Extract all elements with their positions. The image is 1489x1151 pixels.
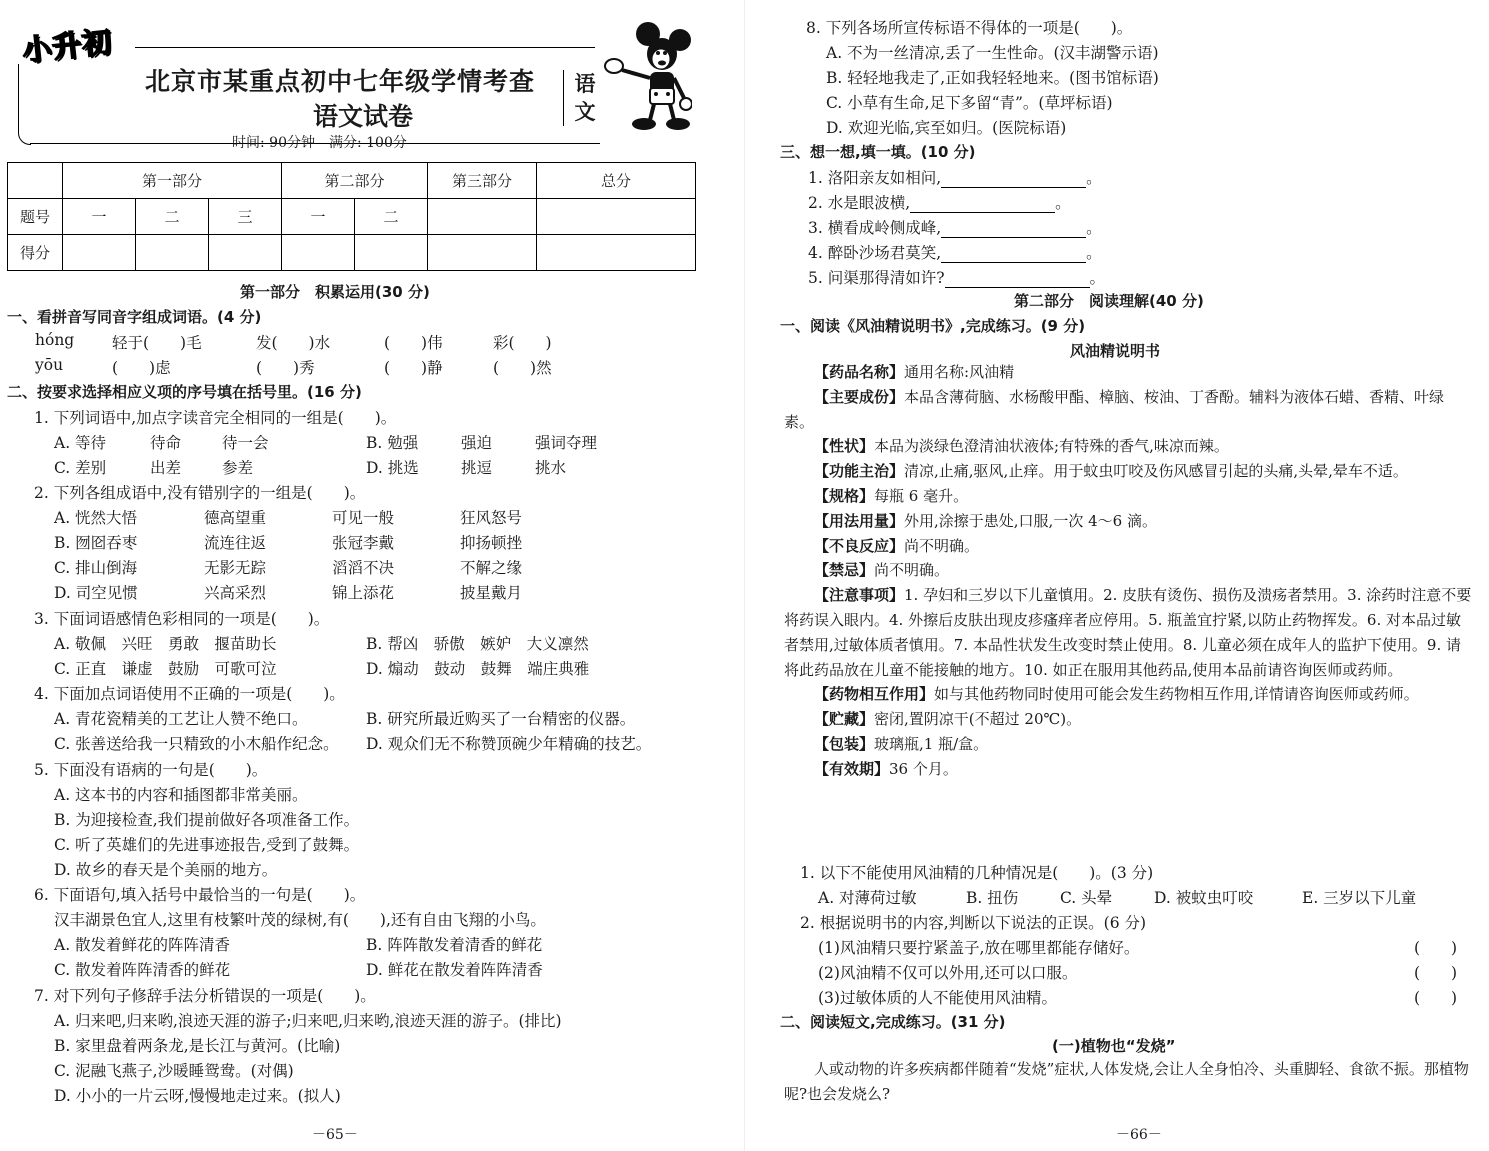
score-cell[interactable] <box>136 235 209 271</box>
option-word: 无影无踪 <box>204 559 267 577</box>
option[interactable]: C. 差别 <box>54 459 107 477</box>
doc-entry <box>784 757 1474 782</box>
doc-entry <box>784 682 1474 707</box>
part1-title: 第一部分 积累运用(30 分) <box>240 283 430 301</box>
reading1-title: 一、阅读《风油精说明书》,完成练习。(9 分) <box>780 317 1086 335</box>
option[interactable]: C. 散发着阵阵清香的鲜花 <box>54 961 231 979</box>
exam-meta: 时间: 90分钟 满分: 100分 <box>232 135 407 151</box>
doc-entry <box>784 385 1474 435</box>
doc-key: 【注意事项】 <box>814 586 905 605</box>
fill-blank[interactable] <box>910 194 1055 213</box>
exam-subtitle: 语文试卷 <box>313 102 414 131</box>
header-rule-top <box>135 47 595 48</box>
doc-value: 尚不明确。 <box>904 536 980 555</box>
fill-blank[interactable] <box>941 219 1086 238</box>
option-word: 狂风怒号 <box>460 509 523 527</box>
option-word: 抑扬顿挫 <box>460 534 523 552</box>
pinyin-you: yōu <box>35 356 64 374</box>
fill-prompt: 1. 洛阳亲友如相问, <box>808 169 942 187</box>
question-6-stem: 汉丰湖景色宜人,这里有枝繁叶茂的绿树,有( ),还有自由飞翔的小鸟。 <box>54 911 546 929</box>
option-word: 披星戴月 <box>460 584 523 602</box>
option[interactable]: C. 头晕 <box>1060 889 1113 907</box>
option-word: 张冠李戴 <box>332 534 395 552</box>
doc-value: 玻璃瓶,1 瓶/盒。 <box>874 734 989 753</box>
question-7: 7. 对下列句子修辞手法分析错误的一项是( )。 <box>34 987 376 1005</box>
judgement-answer[interactable]: ( ) <box>1414 964 1458 982</box>
doc-key: 【药物相互作用】 <box>814 685 935 704</box>
score-cell[interactable] <box>428 235 537 271</box>
question-4: 4. 下面加点词语使用不正确的一项是( )。 <box>34 685 345 703</box>
right-page <box>744 0 1489 1151</box>
qnum-cell: 三 <box>209 199 282 235</box>
exam-title: 北京市某重点初中七年级学情考查 <box>145 67 536 96</box>
option[interactable]: B. 囫囵吞枣 <box>54 534 138 552</box>
doc-value: 如与其他药物同时使用可能会发生药物相互作用,详情请咨询医师或药师。 <box>934 685 1419 704</box>
option-word: 不解之缘 <box>460 559 523 577</box>
option[interactable]: D. 煽动 鼓动 鼓舞 端庄典雅 <box>366 660 590 678</box>
fill-blank[interactable] <box>945 269 1090 288</box>
reading2-title: 二、阅读短文,完成练习。(31 分) <box>780 1013 1006 1031</box>
option[interactable]: D. 欢迎光临,宾至如归。(医院标语) <box>826 119 1067 137</box>
fill-line: 2. 水是眼波横, 。 <box>808 194 1071 212</box>
score-header-row <box>8 163 696 199</box>
option-word: 强词夺理 <box>535 434 598 452</box>
option[interactable]: C. 泥融飞燕子,沙暖睡鸳鸯。(对偶) <box>54 1062 294 1080</box>
doc-entry <box>784 534 1474 559</box>
doc-value: 36 个月。 <box>889 759 958 778</box>
fill-line: 5. 问渠那得清如许? 。 <box>808 269 1106 287</box>
header-rule-left <box>18 64 31 145</box>
option-word: 强迫 <box>461 434 493 452</box>
doc-key: 【药品名称】 <box>814 363 905 381</box>
option-word: 锦上添花 <box>332 584 395 602</box>
question-5: 5. 下面没有语病的一句是( )。 <box>34 761 268 779</box>
doc-entry <box>784 732 1474 757</box>
doc-key: 【规格】 <box>814 486 875 505</box>
score-cell[interactable] <box>282 235 355 271</box>
q1-blank[interactable]: 发( )水 <box>256 334 331 352</box>
instructions-title: 风油精说明书 <box>1070 342 1161 360</box>
reading-q1: 1. 以下不能使用风油精的几种情况是( )。(3 分) <box>800 864 1154 882</box>
doc-key: 【不良反应】 <box>814 536 905 555</box>
q1-title: 一、看拼音写同音字组成词语。(4 分) <box>7 308 262 326</box>
essay-paragraph: 人或动物的许多疾病都伴随着“发烧”症状,人体发烧,会让人全身怕冷、头重脚轻、食欲不振。那植物呢?也会发烧么? <box>784 1060 1469 1103</box>
question-number-row <box>8 199 696 235</box>
section3-title: 三、想一想,填一填。(10 分) <box>780 143 976 161</box>
question-8: 8. 下列各场所宣传标语不得体的一项是( )。 <box>806 19 1133 37</box>
qnum-cell: 一 <box>63 199 136 235</box>
corner-cell <box>8 163 63 199</box>
option[interactable]: C. 排山倒海 <box>54 559 138 577</box>
doc-value: 清凉,止痛,驱风,止痒。用于蚊虫叮咬及伤风感冒引起的头痛,头晕,晕车不适。 <box>904 462 1408 481</box>
doc-entry <box>784 434 1474 459</box>
doc-value: 外用,涂擦于患处,口服,一次 4～6 滴。 <box>904 511 1157 530</box>
option[interactable]: D. 被蚊虫叮咬 <box>1154 889 1254 907</box>
option-word: 兴高采烈 <box>204 584 267 602</box>
question-1: 1. 下列词语中,加点字读音完全相同的一组是( )。 <box>34 409 397 427</box>
doc-value: 本品为淡绿色澄清油状液体;有特殊的香气,味凉而辣。 <box>874 437 1229 456</box>
option[interactable]: C. 小草有生命,足下多留“青”。(草坪标语) <box>826 94 1113 112</box>
fill-prompt: 2. 水是眼波横, <box>808 194 911 212</box>
option[interactable]: B. 家里盘着两条龙,是长江与黄河。(比喻) <box>54 1037 341 1055</box>
q1-blank[interactable]: 彩( ) <box>493 334 552 352</box>
question-6: 6. 下面语句,填入括号中最恰当的一句是( )。 <box>34 886 366 904</box>
q1-blank[interactable]: 轻于( )毛 <box>112 334 202 352</box>
option[interactable]: A. 散发着鲜花的阵阵清香 <box>54 936 231 954</box>
option-word: 挑逗 <box>461 459 493 477</box>
doc-entry <box>784 509 1474 534</box>
qnum-cell-empty <box>428 199 537 235</box>
option[interactable]: C. 正直 谦虚 鼓励 可歌可泣 <box>54 660 277 678</box>
page-number-right: －66－ <box>1116 1127 1162 1143</box>
row-label-number: 题号 <box>8 199 63 235</box>
judgement-item: (1)风油精只要拧紧盖子,放在哪里都能存储好。 <box>818 939 1140 957</box>
row-label-score: 得分 <box>8 235 63 271</box>
instructions-body <box>784 360 1474 782</box>
doc-entry <box>784 484 1474 509</box>
fill-line: 3. 横看成岭侧成峰, 。 <box>808 219 1102 237</box>
option[interactable]: E. 三岁以下儿童 <box>1302 889 1417 907</box>
option-word: 流连往返 <box>204 534 267 552</box>
doc-value: 密闭,置阴凉干(不超过 20℃)。 <box>874 710 1082 729</box>
pinyin-hong: hóng <box>35 331 75 349</box>
q1-blank[interactable]: ( )秀 <box>256 359 315 377</box>
question-3: 3. 下面词语感情色彩相同的一项是( )。 <box>34 610 330 628</box>
option[interactable]: D. 小小的一片云呀,慢慢地走过来。(拟人) <box>54 1087 341 1105</box>
fill-blank[interactable] <box>941 169 1086 188</box>
doc-key: 【包装】 <box>814 734 875 753</box>
score-cell[interactable] <box>209 235 282 271</box>
fill-prompt: 4. 醉卧沙场君莫笑, <box>808 244 942 262</box>
option-word: 参差 <box>222 459 254 477</box>
score-cell[interactable] <box>537 235 696 271</box>
doc-entry <box>784 707 1474 732</box>
option[interactable]: D. 鲜花在散发着阵阵清香 <box>366 961 543 979</box>
doc-key: 【贮藏】 <box>814 710 875 729</box>
option[interactable]: B. 帮凶 骄傲 嫉妒 大义凛然 <box>366 635 589 653</box>
option[interactable]: A. 这本书的内容和插图都非常美丽。 <box>54 786 308 804</box>
option[interactable]: D. 挑选 <box>366 459 419 477</box>
option[interactable]: A. 对薄荷过敏 <box>818 889 917 907</box>
option[interactable]: C. 听了英雄们的先进事迹报告,受到了鼓舞。 <box>54 836 360 854</box>
option[interactable]: B. 扭伤 <box>966 889 1019 907</box>
option[interactable]: A. 归来吧,归来哟,浪迹天涯的游子;归来吧,归来哟,浪迹天涯的游子。(排比) <box>54 1012 562 1030</box>
doc-entry <box>784 360 1474 385</box>
score-cell[interactable] <box>63 235 136 271</box>
total-header: 总分 <box>537 163 696 199</box>
doc-key: 【禁忌】 <box>814 561 875 580</box>
doc-entry <box>784 558 1474 583</box>
option-word: 出差 <box>150 459 182 477</box>
doc-entry <box>784 583 1474 682</box>
option[interactable]: A. 不为一丝清凉,丢了一生性命。(汉丰湖警示语) <box>826 44 1159 62</box>
doc-value: 每瓶 6 毫升。 <box>874 486 969 505</box>
doc-value: 尚不明确。 <box>874 561 950 580</box>
option[interactable]: B. 阵阵散发着清香的鲜花 <box>366 936 543 954</box>
qnum-cell: 二 <box>355 199 428 235</box>
option[interactable]: B. 为迎接检查,我们提前做好各项准备工作。 <box>54 811 360 829</box>
score-cell[interactable] <box>355 235 428 271</box>
option[interactable]: B. 研究所最近购买了一台精密的仪器。 <box>366 710 636 728</box>
option[interactable]: C. 张善送给我一只精致的小木船作纪念。 <box>54 735 339 753</box>
q1-blank[interactable]: ( )虑 <box>112 359 171 377</box>
badge-xiaoshengchu: 小升初 <box>20 24 114 68</box>
option-word: 挑水 <box>535 459 567 477</box>
option[interactable]: A. 等待 <box>54 434 107 452</box>
option[interactable]: D. 观众们无不称赞顶碗少年精确的技艺。 <box>366 735 652 753</box>
option[interactable]: B. 轻轻地我走了,正如我轻轻地来。(图书馆标语) <box>826 69 1159 87</box>
q2-title: 二、按要求选择相应义项的序号填在括号里。(16 分) <box>7 383 362 401</box>
part2-header: 第二部分 <box>282 163 428 199</box>
q1-blank[interactable]: ( )伟 <box>384 334 443 352</box>
option-word: 德高望重 <box>204 509 267 527</box>
fill-blank[interactable] <box>941 244 1086 263</box>
left-page <box>0 0 744 1151</box>
score-table <box>7 162 696 271</box>
doc-key: 【功能主治】 <box>814 462 905 481</box>
judgement-item: (2)风油精不仅可以外用,还可以口服。 <box>818 964 1078 982</box>
mouse-mascot-icon <box>592 20 692 132</box>
fill-line: 1. 洛阳亲友如相问, 。 <box>808 169 1102 187</box>
option[interactable]: A. 恍然大悟 <box>54 509 138 527</box>
doc-key: 【性状】 <box>814 437 875 456</box>
essay-title: (一)植物也“发烧” <box>1052 1037 1176 1055</box>
question-2: 2. 下列各组成语中,没有错别字的一组是( )。 <box>34 484 366 502</box>
option[interactable]: D. 司空见惯 <box>54 584 138 602</box>
part3-header: 第三部分 <box>428 163 537 199</box>
doc-key: 【用法用量】 <box>814 511 905 530</box>
doc-entry <box>784 459 1474 484</box>
option[interactable]: B. 勉强 <box>366 434 419 452</box>
part1-header: 第一部分 <box>63 163 282 199</box>
reading-q2: 2. 根据说明书的内容,判断以下说法的正误。(6 分) <box>800 914 1147 932</box>
judgement-answer[interactable]: ( ) <box>1414 939 1458 957</box>
doc-value: 通用名称:风油精 <box>904 363 1015 381</box>
part2-title: 第二部分 阅读理解(40 分) <box>1014 292 1204 310</box>
qnum-cell: 一 <box>282 199 355 235</box>
judgement-answer[interactable]: ( ) <box>1414 989 1458 1007</box>
subject-label: 语文 <box>563 70 600 126</box>
option-word: 滔滔不决 <box>332 559 395 577</box>
page-number-left: －65－ <box>312 1127 358 1143</box>
qnum-cell-empty <box>537 199 696 235</box>
option-word: 待命 <box>150 434 182 452</box>
score-row <box>8 235 696 271</box>
doc-key: 【主要成份】 <box>814 387 905 406</box>
fill-prompt: 3. 横看成岭侧成峰, <box>808 219 942 237</box>
doc-key: 【有效期】 <box>814 759 890 778</box>
doc-value: 本品含薄荷脑、水杨酸甲酯、樟脑、桉油、丁香酚。辅料为液体石蜡、香精、叶绿素。 <box>784 387 1445 431</box>
option-word: 可见一般 <box>332 509 395 527</box>
option-word: 待一会 <box>222 434 269 452</box>
fill-prompt: 5. 问渠那得清如许? <box>808 269 945 287</box>
option[interactable]: A. 青花瓷精美的工艺让人赞不绝口。 <box>54 710 308 728</box>
doc-value: 1. 孕妇和三岁以下儿童慎用。2. 皮肤有烫伤、损伤及溃疡者禁用。3. 涂药时注意不要将药误入眼内。4. 外擦后皮肤出现皮疹瘙痒者应停用。5. 瓶盖宜拧紧,以防止药物挥发。6. 对本品过敏者禁用,过敏体质者慎用。7. 本品性状发生改变时禁止使用。8. 儿童必须在成年人的监护下使用。9. 请将此药品放在儿童不能接触的地方。10. 如正在服用其他药品,使用本品前请咨询医师或药师。 <box>784 586 1472 679</box>
judgement-item: (3)过敏体质的人不能使用风油精。 <box>818 989 1057 1007</box>
fill-line: 4. 醉卧沙场君莫笑, 。 <box>808 244 1102 262</box>
q1-blank[interactable]: ( )然 <box>493 359 552 377</box>
option[interactable]: D. 故乡的春天是个美丽的地方。 <box>54 861 278 879</box>
option[interactable]: A. 敬佩 兴旺 勇敢 揠苗助长 <box>54 635 277 653</box>
q1-blank[interactable]: ( )静 <box>384 359 443 377</box>
qnum-cell: 二 <box>136 199 209 235</box>
